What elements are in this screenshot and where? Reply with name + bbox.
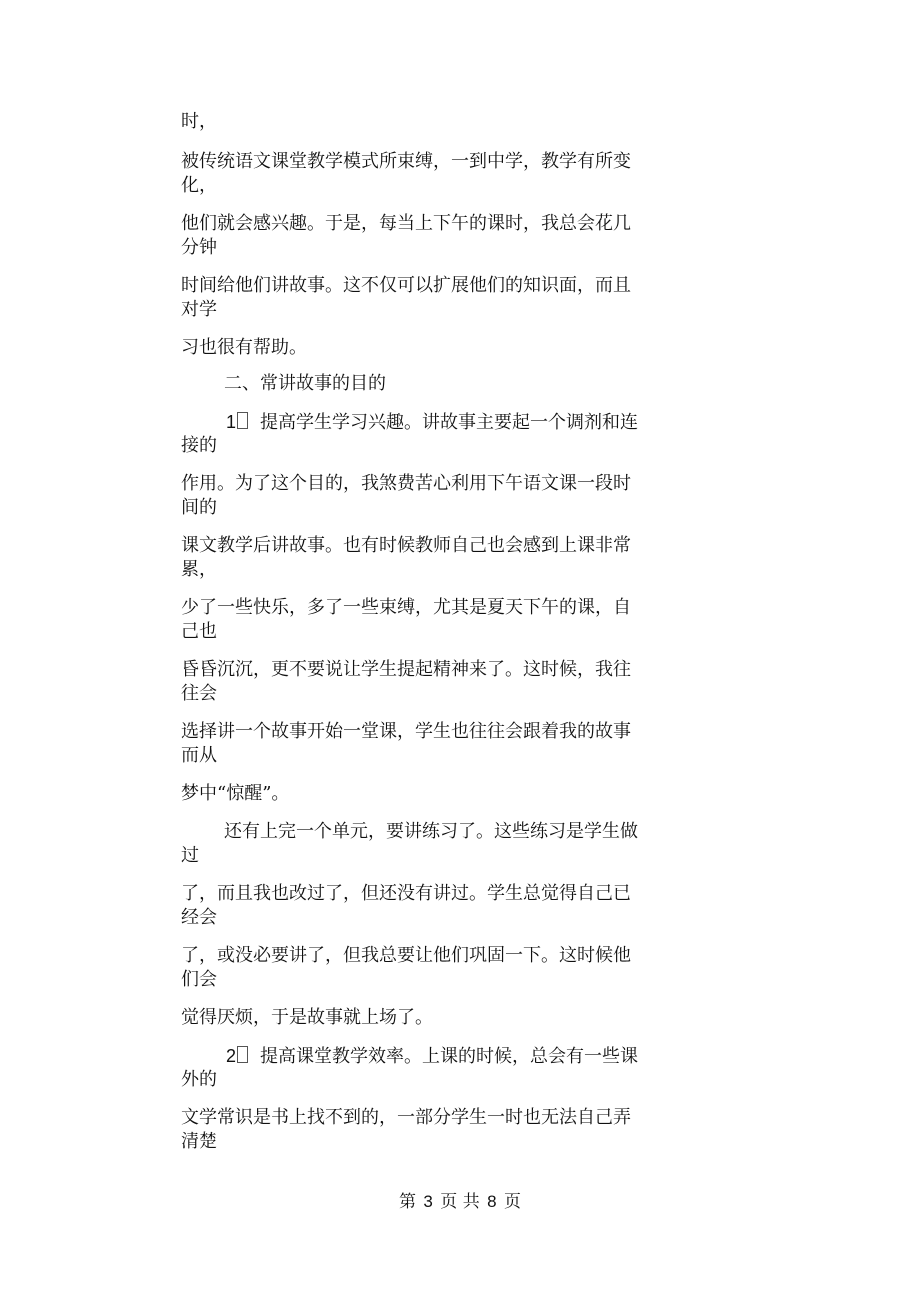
footer-mid: 页 共 [440,1192,480,1212]
text-line: 昏昏沉沉，更不要说让学生提起精神来了。这时候，我往 [181,659,631,680]
total-page-number: 8 [487,1192,497,1211]
page-footer [0,1190,920,1214]
text-line: 了，而且我也改过了，但还没有讲过。学生总觉得自己已 [181,883,631,904]
text-line: 分钟 [181,237,217,258]
text-line: 了，或没必要讲了，但我总要让他们巩固一下。这时候他 [181,945,631,966]
list-number: 1 [226,412,237,432]
text-line: 选择讲一个故事开始一堂课，学生也往往会跟着我的故事 [181,721,631,742]
list-item [226,1044,726,1069]
text-line: 对学 [181,299,217,320]
text-line: 清楚 [181,1131,217,1152]
footer-suffix: 页 [503,1192,521,1212]
text-line: 梦中“惊醒”。 [181,783,290,804]
text-line: 觉得厌烦，于是故事就上场了。 [181,1007,433,1028]
footer-prefix: 第 [399,1192,417,1212]
list-item-text: 提高学生学习兴趣。讲故事主要起一个调剂和连 [260,412,639,433]
text-line: 少了一些快乐，多了一些束缚，尤其是夏天下午的课，自 [181,597,631,618]
text-line: 化， [181,175,217,196]
text-line: 时， [181,111,217,132]
missing-glyph-box [237,412,248,429]
paragraph-start: 还有上完一个单元，要讲练习了。这些练习是学生做 [224,821,638,842]
text-line: 们会 [181,969,217,990]
list-item-text: 提高课堂教学效率。上课的时候，总会有一些课 [260,1046,639,1067]
text-line: 习也很有帮助。 [181,337,307,358]
text-line: 他们就会感兴趣。于是，每当上下午的课时，我总会花几 [181,213,631,234]
text-line: 作用。为了这个目的，我煞费苦心利用下午语文课一段时 [181,473,631,494]
text-line: 间的 [181,497,217,518]
text-line: 文学常识是书上找不到的，一部分学生一时也无法自己弄 [181,1107,631,1128]
text-line: 经会 [181,907,217,928]
text-line: 己也 [181,621,217,642]
text-line: 被传统语文课堂教学模式所束缚，一到中学，教学有所变 [181,151,631,172]
text-line: 而从 [181,745,217,766]
list-number: 2 [226,1046,237,1066]
text-line: 累， [181,559,217,580]
missing-glyph-box [237,1046,248,1063]
current-page-number: 3 [423,1192,433,1211]
text-line: 时间给他们讲故事。这不仅可以扩展他们的知识面，而且 [181,275,631,296]
section-heading: 二、常讲故事的目的 [224,373,386,394]
text-line: 过 [181,845,199,866]
text-line: 课文教学后讲故事。也有时候教师自己也会感到上课非常 [181,535,631,556]
text-line: 往会 [181,683,217,704]
list-item [226,410,726,435]
text-line: 接的 [181,435,217,456]
text-line: 外的 [181,1069,217,1090]
